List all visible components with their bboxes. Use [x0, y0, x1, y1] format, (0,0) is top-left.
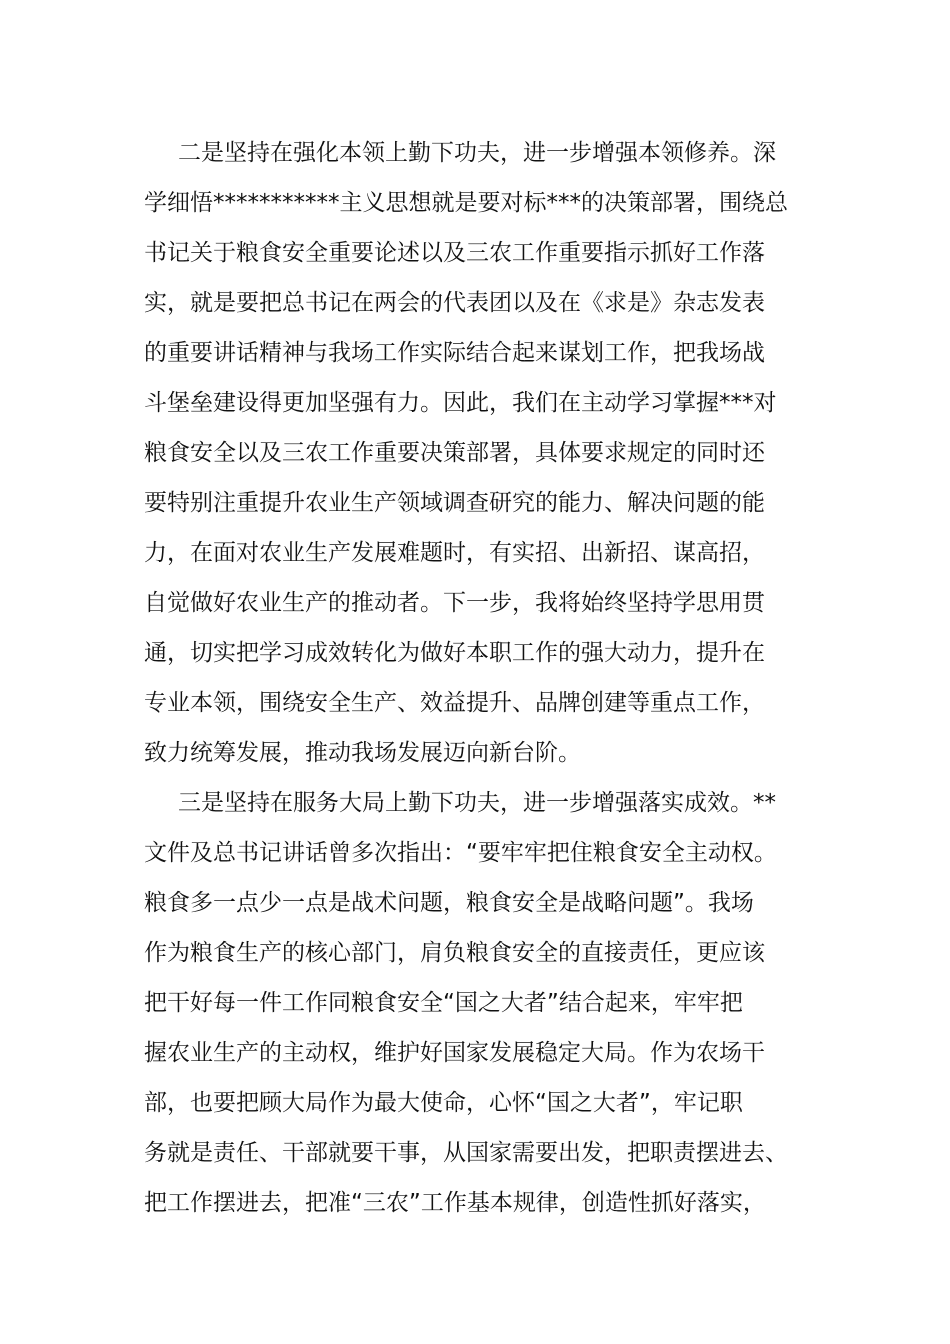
- paragraph-line: 自觉做好农业生产的推动者。下一步，我将始终坚持学思用贯: [144, 590, 765, 616]
- paragraph-line: 粮食安全以及三农工作重要决策部署，具体要求规定的同时还: [144, 440, 765, 466]
- paragraph-line: 作为粮食生产的核心部门，肩负粮食安全的直接责任，更应该: [144, 940, 765, 966]
- paragraph-line: 二是坚持在强化本领上勤下功夫，进一步增强本领修养。深: [178, 140, 776, 166]
- paragraph-line: 书记关于粮食安全重要论述以及三农工作重要指示抓好工作落: [144, 240, 765, 266]
- paragraph-line: 把干好每一件工作同粮食安全“国之大者”结合起来，牢牢把: [144, 990, 743, 1016]
- paragraph-line: 握农业生产的主动权，维护好国家发展稳定大局。作为农场干: [144, 1040, 765, 1066]
- paragraph-line: 部，也要把顾大局作为最大使命，心怀“国之大者”，牢记职: [144, 1090, 743, 1116]
- paragraph-3: [144, 778, 816, 1228]
- paragraph-line: 粮食多一点少一点是战术问题，粮食安全是战略问题”。我场: [144, 890, 754, 916]
- paragraph-line: 把工作摆进去，把准“三农”工作基本规律，创造性抓好落实，: [144, 1190, 766, 1216]
- paragraph-line: 斗堡垒建设得更加坚强有力。因此，我们在主动学习掌握***对: [144, 390, 777, 416]
- paragraph-line: 要特别注重提升农业生产领域调查研究的能力、解决问题的能: [144, 490, 765, 516]
- paragraph-line: 实，就是要把总书记在两会的代表团以及在《求是》杂志发表: [144, 290, 765, 316]
- document-body: [144, 128, 816, 1228]
- paragraph-line: 文件及总书记讲话曾多次指出：“要牢牢把住粮食安全主动权。: [144, 840, 777, 866]
- paragraph-line: 通，切实把学习成效转化为做好本职工作的强大动力，提升在: [144, 640, 765, 666]
- paragraph-line: 专业本领，围绕安全生产、效益提升、品牌创建等重点工作，: [144, 690, 765, 716]
- paragraph-line: 学细悟***********主义思想就是要对标***的决策部署，围绕总: [144, 190, 788, 216]
- paragraph-line: 力，在面对农业生产发展难题时，有实招、出新招、谋高招，: [144, 540, 765, 566]
- paragraph-line: 的重要讲话精神与我场工作实际结合起来谋划工作，把我场战: [144, 340, 765, 366]
- paragraph-line: 务就是责任、干部就要干事，从国家需要出发，把职责摆进去、: [144, 1140, 788, 1166]
- paragraph-2: [144, 128, 816, 778]
- paragraph-line: 致力统筹发展，推动我场发展迈向新台阶。: [144, 740, 581, 766]
- paragraph-line: 三是坚持在服务大局上勤下功夫，进一步增强落实成效。**: [178, 790, 776, 816]
